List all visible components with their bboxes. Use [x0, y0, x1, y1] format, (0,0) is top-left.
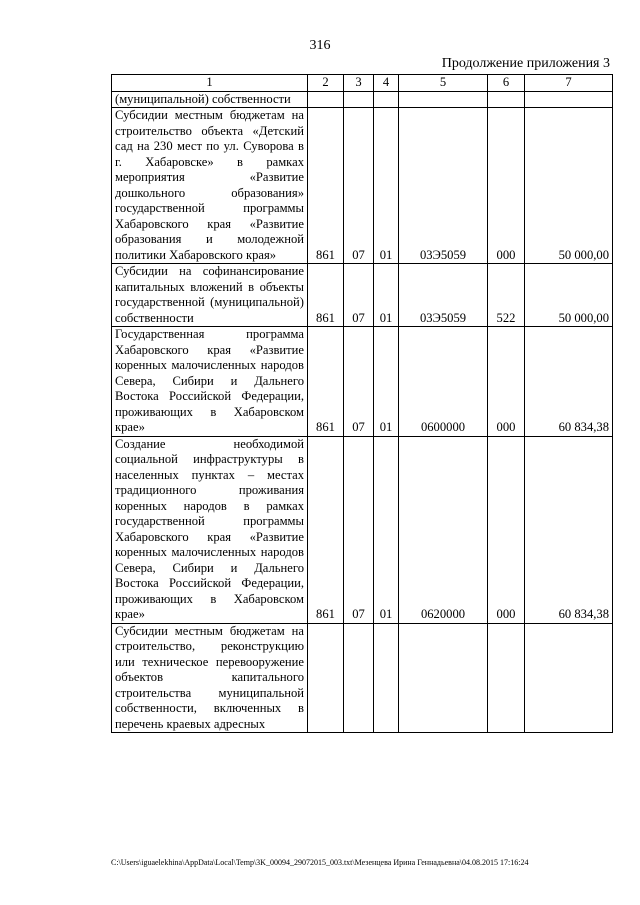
row-vr: 000 [488, 327, 525, 437]
row-rz [344, 91, 374, 108]
row-rz: 07 [344, 108, 374, 264]
header-col-4: 4 [374, 75, 399, 92]
row-pr: 01 [374, 327, 399, 437]
row-csr: 03Э5059 [399, 264, 488, 327]
row-csr [399, 91, 488, 108]
row-description: Субсидии на софинансирование капитальных вложений в объекты государственной (муниципальной) собственности [112, 264, 308, 327]
row-sum: 60 834,38 [525, 327, 613, 437]
row-sum [525, 91, 613, 108]
row-vr: 000 [488, 436, 525, 623]
row-pr: 01 [374, 264, 399, 327]
row-rz: 07 [344, 264, 374, 327]
row-vr: 522 [488, 264, 525, 327]
row-csr: 03Э5059 [399, 108, 488, 264]
row-csr: 0600000 [399, 327, 488, 437]
row-ved: 861 [308, 436, 344, 623]
row-vr [488, 91, 525, 108]
row-sum [525, 623, 613, 733]
row-rz: 07 [344, 327, 374, 437]
header-col-3: 3 [344, 75, 374, 92]
page-number: 316 [309, 38, 331, 53]
row-sum: 50 000,00 [525, 264, 613, 327]
header-col-2: 2 [308, 75, 344, 92]
table-row [112, 623, 613, 733]
budget-table [111, 74, 613, 733]
header-col-5: 5 [399, 75, 488, 92]
row-description: Субсидии местным бюджетам на строительство, реконструкцию или техническое перевооружение объектов капитального строительства муниципальной собственности, включенных в перечень краевых адресных [112, 623, 308, 733]
table-row [112, 108, 613, 264]
table-row [112, 264, 613, 327]
row-ved [308, 91, 344, 108]
row-pr: 01 [374, 436, 399, 623]
row-description: Создание необходимой социальной инфраструктуры в населенных пунктах – местах традиционного проживания коренных народов в рамках государственной программы Хабаровского края «Развитие коренных малочисленных народов Севера, Сибири и Дальнего Востока Российской Федерации, проживающих в Хабаровском крае» [112, 436, 308, 623]
table-row [112, 327, 613, 437]
row-csr: 0620000 [399, 436, 488, 623]
row-vr [488, 623, 525, 733]
row-sum: 60 834,38 [525, 436, 613, 623]
continuation-label: Продолжение приложения 3 [441, 56, 610, 71]
row-rz [344, 623, 374, 733]
header-col-1: 1 [112, 75, 308, 92]
row-ved: 861 [308, 264, 344, 327]
header-col-6: 6 [488, 75, 525, 92]
row-description: Субсидии местным бюджетам на строительство объекта «Детский сад на 230 мест по ул. Суворова в г. Хабаровске» в рамках мероприятия «Развитие дошкольного образования» государственной программы Хабаровского края «Развитие образования и молодежной политики Хабаровского края» [112, 108, 308, 264]
row-sum: 50 000,00 [525, 108, 613, 264]
footer-file-path: C:\Users\iguaelekhina\AppData\Local\Temp\3K_00094_29072015_003.txt\Мезенцева Ирина Геннадьевна\04.08.2015 17:16:24 [111, 858, 529, 867]
row-rz: 07 [344, 436, 374, 623]
row-ved: 861 [308, 108, 344, 264]
header-col-7: 7 [525, 75, 613, 92]
row-description: Государственная программа Хабаровского края «Развитие коренных малочисленных народов Севера, Сибири и Дальнего Востока Российской Федерации, проживающих в Хабаровском крае» [112, 327, 308, 437]
table-header-row [112, 75, 613, 92]
row-pr [374, 623, 399, 733]
row-description: (муниципальной) собственности [112, 91, 308, 108]
row-csr [399, 623, 488, 733]
row-ved: 861 [308, 327, 344, 437]
row-ved [308, 623, 344, 733]
table-row [112, 91, 613, 108]
table-row [112, 436, 613, 623]
row-pr: 01 [374, 108, 399, 264]
row-vr: 000 [488, 108, 525, 264]
row-pr [374, 91, 399, 108]
